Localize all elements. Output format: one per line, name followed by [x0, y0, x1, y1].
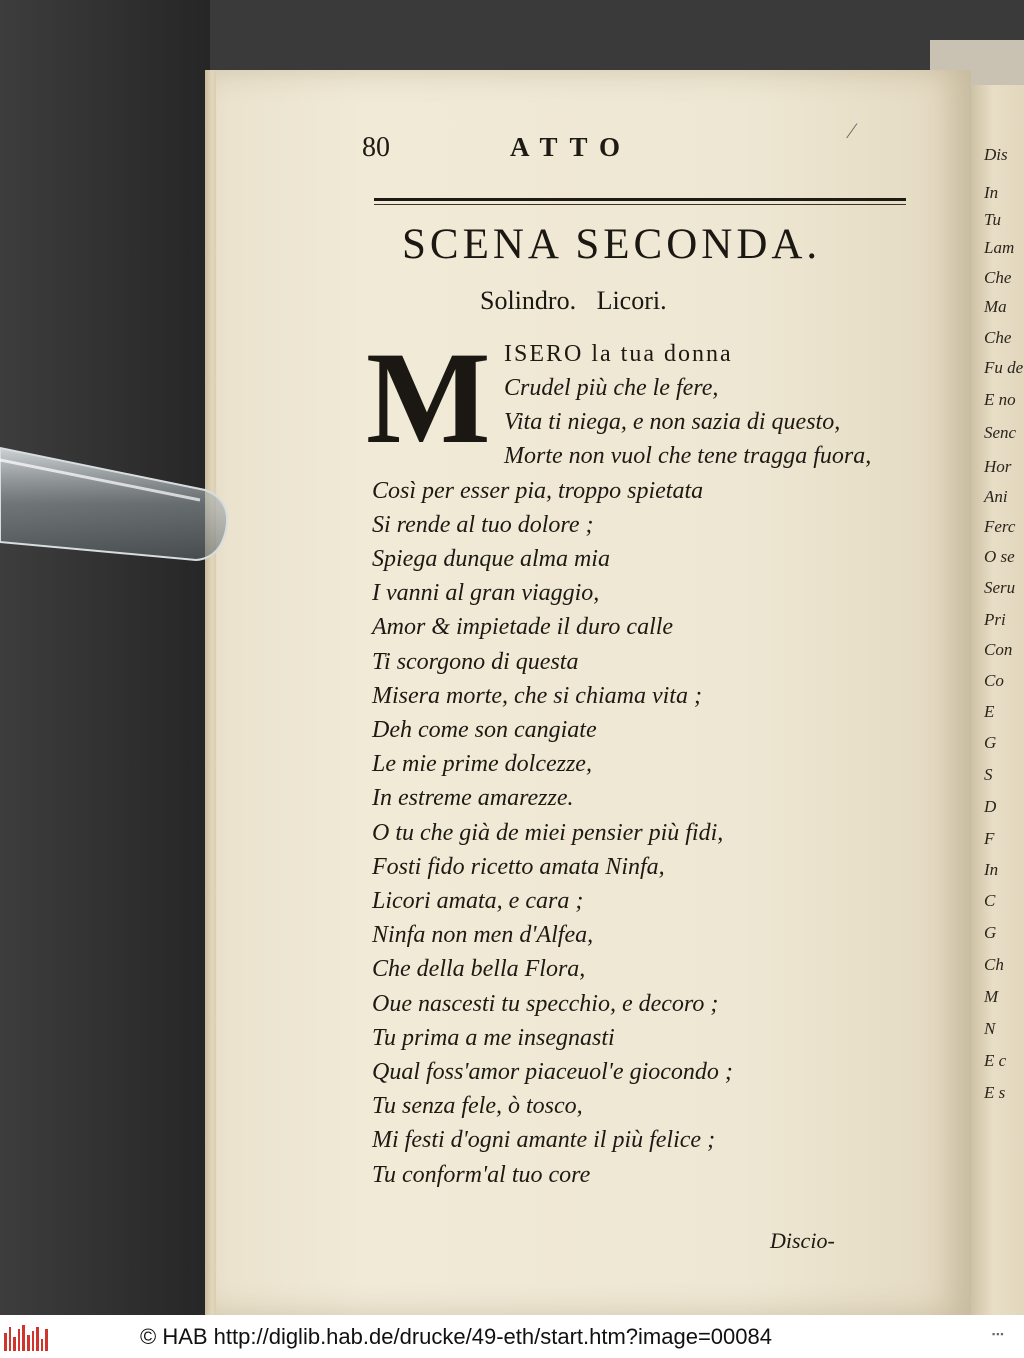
- verse-line: I vanni al gran viaggio,: [372, 580, 600, 606]
- scene-title: SCENA SECONDA.: [402, 221, 822, 268]
- facing-fragment: S: [984, 765, 993, 784]
- facing-fragment: Ani: [984, 487, 1008, 506]
- backdrop-left: [0, 0, 210, 1315]
- facing-fragment: Ma: [984, 297, 1007, 316]
- verse-line: ISERO la tua donna: [504, 341, 733, 367]
- facing-fragment: Co: [984, 671, 1004, 690]
- facing-fragment: M: [984, 987, 999, 1006]
- verse-line: Licori amata, e cara ;: [372, 888, 584, 914]
- verse-line: Fosti fido ricetto amata Ninfa,: [372, 854, 665, 880]
- facing-fragment: E: [984, 702, 995, 721]
- head-rule-thin: [374, 204, 906, 205]
- facing-fragment: Lam: [984, 238, 1015, 257]
- facing-fragment: E c: [984, 1051, 1007, 1070]
- colour-target-icon: ▪▪▪: [992, 1329, 1005, 1339]
- facing-page-edge: [972, 85, 1024, 1315]
- verse-line: Si rende al tuo dolore ;: [372, 512, 594, 538]
- verse-line: In estreme amarezze.: [372, 785, 574, 811]
- book-page: [216, 70, 971, 1315]
- verse-line: Morte non vuol che tene tragga fuora,: [504, 443, 872, 469]
- copyright-text: © HAB http://diglib.hab.de/drucke/49-eth/start.htm?image=00084: [140, 1324, 772, 1349]
- facing-fragment: F: [984, 829, 995, 848]
- verse-line: Mi festi d'ogni amante il più felice ;: [372, 1127, 716, 1153]
- verse-line: Oue nascesti tu specchio, e decoro ;: [372, 991, 719, 1017]
- verse-line: Crudel più che le fere,: [504, 375, 719, 401]
- verse-line: Spiega dunque alma mia: [372, 546, 610, 572]
- footer-strip: [0, 1315, 1024, 1358]
- drop-cap: M: [366, 324, 491, 471]
- verse-line: Tu senza fele, ò tosco,: [372, 1093, 583, 1119]
- verse-line: Amor & impietade il duro calle: [372, 614, 674, 640]
- facing-fragment: C: [984, 891, 996, 910]
- facing-fragment: Che: [984, 328, 1012, 347]
- facing-fragment: Hor: [984, 457, 1012, 476]
- facing-fragment: In: [984, 183, 999, 202]
- facing-fragment: Con: [984, 640, 1013, 659]
- verse-line: Vita ti niega, e non sazia di questo,: [504, 409, 841, 435]
- verse-line: Deh come son cangiate: [372, 717, 597, 743]
- facing-fragment: Ferc: [984, 517, 1016, 536]
- facing-fragment: Dis: [984, 145, 1008, 164]
- facing-fragment: Tu: [984, 210, 1002, 229]
- verse-line: Che della bella Flora,: [372, 956, 586, 982]
- verse-line: Tu conform'al tuo core: [372, 1162, 591, 1188]
- verse-line: Qual foss'amor piaceuol'e giocondo ;: [372, 1059, 733, 1085]
- facing-fragment: O se: [984, 547, 1015, 566]
- facing-fragment: N: [984, 1019, 996, 1038]
- page-holder-clip-icon: [0, 430, 232, 570]
- catchword: Discio-: [770, 1228, 835, 1253]
- pencil-mark-icon: ⁄: [850, 118, 854, 143]
- verse-line: Tu prima a me insegnasti: [372, 1025, 615, 1051]
- facing-fragment: Senc: [984, 423, 1017, 442]
- head-rule: [374, 198, 906, 201]
- verse-line: Misera morte, che si chiama vita ;: [372, 683, 702, 709]
- verse-line: Così per esser pia, troppo spietata: [372, 478, 704, 504]
- verse-line: Le mie prime dolcezze,: [372, 751, 592, 777]
- speaker-names: Solindro. Licori.: [480, 286, 667, 315]
- facing-fragment: Ch: [984, 955, 1004, 974]
- verse-line: O tu che già de miei pensier più fidi,: [372, 820, 724, 846]
- facing-fragment: D: [984, 797, 997, 816]
- page-number: 80: [362, 132, 390, 163]
- facing-fragment: Pri: [984, 610, 1006, 629]
- hab-logo-icon: [4, 1323, 48, 1351]
- facing-fragment: E no: [984, 390, 1016, 409]
- act-label: ATTO: [510, 132, 633, 162]
- facing-fragment: G: [984, 923, 997, 942]
- facing-fragment: Che: [984, 268, 1012, 287]
- facing-fragment: E s: [984, 1083, 1006, 1102]
- facing-fragment: Seru: [984, 578, 1016, 597]
- facing-fragment: G: [984, 733, 997, 752]
- verse-line: Ninfa non men d'Alfea,: [372, 922, 594, 948]
- verse-line: Ti scorgono di questa: [372, 649, 579, 675]
- facing-fragment: Fu de: [984, 358, 1024, 377]
- facing-fragment: In: [984, 860, 999, 879]
- running-head: [216, 132, 971, 172]
